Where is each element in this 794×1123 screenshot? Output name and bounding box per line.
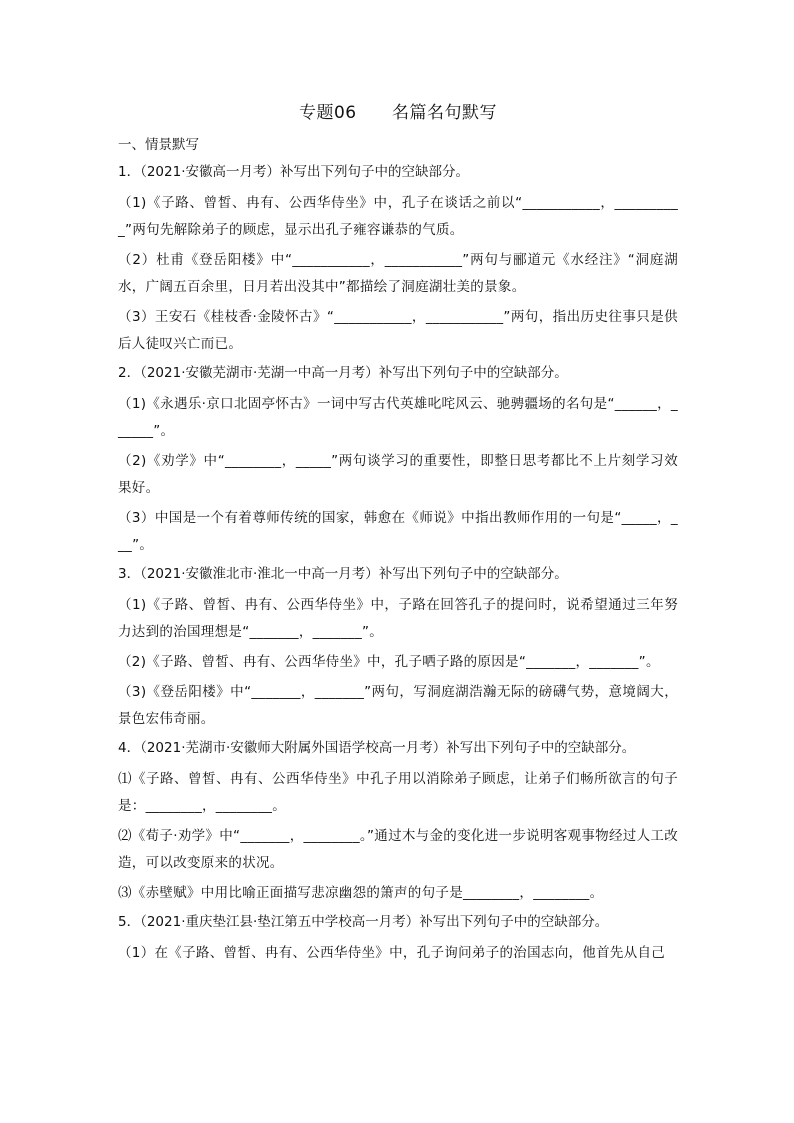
question-item: ⑵《荀子·劝学》中“_______，________。”通过木与金的变化进一步说明客观事物经过人工改造，可以改变原来的状况。 [118, 828, 678, 871]
question-item: （1)《永遇乐·京口北固亭怀古》一词中写古代英雄叱咤风云、驰骋疆场的名句是“______，______”。 [118, 396, 678, 439]
question-heading: 3．（2021·安徽淮北市·淮北一中高一月考）补写出下列句子中的空缺部分。 [118, 566, 568, 582]
question-2 [118, 362, 678, 559]
question-5 [118, 911, 678, 967]
question-item: （2)《子路、曾皙、冉有、公西华侍坐》中，孔子哂子路的原因是“_______，_______”。 [118, 654, 660, 670]
document-page [118, 100, 678, 970]
question-3 [118, 563, 678, 733]
question-item: （2）杜甫《登岳阳楼》中“___________，___________”两句与郦道元《水经注》“洞庭湖水，广阔五百余里，日月若出没其中”都描绘了洞庭湖壮美的景象。 [118, 252, 678, 295]
question-item: （1)《子路、曾皙、冉有、公西华侍坐》中，孔子在谈话之前以“___________，__________”两句先解除弟子的顾虑，显示出孔子雍容谦恭的气质。 [118, 195, 678, 238]
question-4 [118, 737, 678, 907]
question-item: （3）王安石《桂枝香·金陵怀古》“___________，___________”两句，指出历史往事只是供后人徒叹兴亡而已。 [118, 309, 678, 352]
question-item: ⑴《子路、曾皙、冉有、公西华侍坐》中孔子用以消除弟子顾虑，让弟子们畅所欲言的句子是：________，________。 [118, 771, 678, 814]
question-heading: 2．（2021·安徽芜湖市·芜湖一中高一月考）补写出下列句子中的空缺部分。 [118, 365, 568, 381]
question-item: （3)《登岳阳楼》中“_______，_______”两句，写洞庭湖浩瀚无际的磅礴气势，意境阔大，景色宏伟奇丽。 [118, 684, 678, 727]
question-1 [118, 161, 678, 358]
question-item: （1)《子路、曾皙、冉有、公西华侍坐》中，子路在回答孔子的提问时，说希望通过三年努力达到的治国理想是“_______，_______”。 [118, 597, 678, 640]
question-item: （1）在《子路、曾皙、冉有、公西华侍坐》中，孔子询问弟子的治国志向，他首先从自己 [118, 945, 666, 961]
section-heading: 一、情景默写 [118, 137, 199, 153]
question-item: （3）中国是一个有着尊师传统的国家，韩愈在《师说》中指出教师作用的一句是“_____，___”。 [118, 510, 678, 553]
question-heading: 4．（2021·芜湖市·安徽师大附属外国语学校高一月考）补写出下列句子中的空缺部分。 [118, 740, 636, 756]
question-item: ⑶《赤壁赋》中用比喻正面描写悲凉幽怨的箫声的句子是________，________。 [118, 885, 604, 901]
document-title: 专题06 名篇名句默写 [298, 103, 498, 123]
question-item: （2)《劝学》中“________，_____”两句谈学习的重要性，即整日思考都比不上片刻学习效果好。 [118, 453, 678, 496]
question-heading: 1．（2021·安徽高一月考）补写出下列句子中的空缺部分。 [118, 164, 469, 180]
question-heading: 5．（2021·重庆垫江县·垫江第五中学校高一月考）补写出下列句子中的空缺部分。 [118, 914, 609, 930]
